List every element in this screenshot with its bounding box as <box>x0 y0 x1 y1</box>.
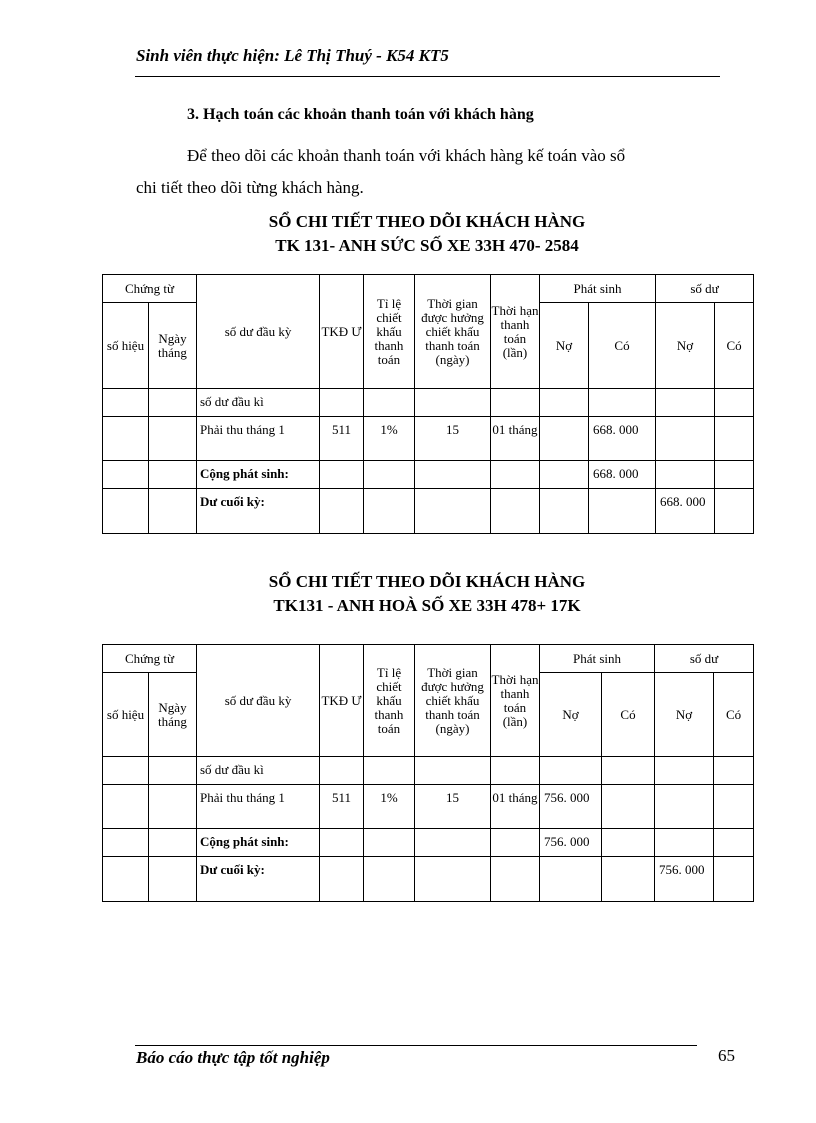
row-total-ps-co: 668. 000 <box>589 461 656 489</box>
row-total-ps-no: 756. 000 <box>540 829 602 857</box>
row-item-rate: 1% <box>364 417 415 461</box>
row-closing-sd-co <box>715 489 754 534</box>
row-item-ps-co <box>602 785 655 829</box>
col-ngay-thang: Ngày tháng <box>149 303 197 389</box>
col-sd-co: Có <box>714 673 754 757</box>
running-footer: Báo cáo thực tập tốt nghiệp <box>136 1048 330 1067</box>
table-row <box>103 829 754 857</box>
col-so-hieu: số hiệu <box>103 673 149 757</box>
running-header: Sinh viên thực hiện: Lê Thị Thuý - K54 KT5 <box>136 46 449 65</box>
ledger-1-title-line-1: SỔ CHI TIẾT THEO DÕI KHÁCH HÀNG <box>268 212 586 231</box>
col-tkdu: TKĐ Ư <box>320 645 364 757</box>
table-row <box>103 389 754 417</box>
col-so-du: số dư <box>656 275 754 303</box>
row-item-ps-co: 668. 000 <box>589 417 656 461</box>
row-item-tkdu: 511 <box>320 785 364 829</box>
col-so-du-dau-ky: số dư đầu kỳ <box>197 275 320 389</box>
ledger-1-title-line-2: TK 131- ANH SỨC SỐ XE 33H 470- 2584 <box>275 236 579 255</box>
col-ngay-thang: Ngày tháng <box>149 673 197 757</box>
col-chung-tu: Chứng từ <box>103 275 197 303</box>
row-closing-label: Dư cuối kỳ: <box>197 489 320 534</box>
col-ti-le: Tỉ lệ chiết khấu thanh toán <box>364 645 415 757</box>
row-opening-label: số dư đầu kì <box>197 757 320 785</box>
col-so-du-dau-ky: số dư đầu kỳ <box>197 645 320 757</box>
row-item-rate: 1% <box>364 785 415 829</box>
row-total-label: Cộng phát sinh: <box>197 461 320 489</box>
ledger-1-title <box>100 210 754 258</box>
col-ps-no: Nợ <box>540 303 589 389</box>
row-closing-sd-co <box>714 857 754 902</box>
row-item-days: 15 <box>415 417 491 461</box>
row-item-term: 01 tháng <box>491 785 540 829</box>
row-item-term: 01 tháng <box>491 417 540 461</box>
row-item-tkdu: 511 <box>320 417 364 461</box>
section-heading: 3. Hạch toán các khoản thanh toán với khách hàng <box>187 106 534 123</box>
row-item-label: Phải thu tháng 1 <box>197 417 320 461</box>
col-ps-no: Nợ <box>540 673 602 757</box>
col-thoi-han: Thời hạn thanh toán (lần) <box>491 275 540 389</box>
row-closing-sd-no: 668. 000 <box>656 489 715 534</box>
table-row <box>103 757 754 785</box>
col-sd-no: Nợ <box>656 303 715 389</box>
footer-rule <box>135 1045 697 1046</box>
row-closing-sd-no: 756. 000 <box>655 857 714 902</box>
col-chung-tu: Chứng từ <box>103 645 197 673</box>
table-row <box>103 461 754 489</box>
table-row <box>103 857 754 902</box>
row-item-days: 15 <box>415 785 491 829</box>
row-total-ps-co <box>602 829 655 857</box>
paragraph-line-2: chi tiết theo dõi từng khách hàng. <box>136 178 364 197</box>
col-thoi-gian: Thời gian được hưởng chiết khấu thanh toán (ngày) <box>415 275 491 389</box>
table-row <box>103 489 754 534</box>
col-so-hieu: số hiệu <box>103 303 149 389</box>
col-ti-le: Tỉ lệ chiết khấu thanh toán <box>364 275 415 389</box>
row-closing-label: Dư cuối kỳ: <box>197 857 320 902</box>
col-thoi-han: Thời hạn thanh toán (lần) <box>491 645 540 757</box>
page-number: 65 <box>718 1046 735 1065</box>
ledger-1-table <box>102 274 754 534</box>
ledger-2-title <box>100 570 754 618</box>
paragraph-line-1: Để theo dõi các khoản thanh toán với khách hàng kế toán vào sổ <box>187 146 626 165</box>
col-phat-sinh: Phát sinh <box>540 645 655 673</box>
ledger-2-table <box>102 644 754 902</box>
row-item-label: Phải thu tháng 1 <box>197 785 320 829</box>
col-phat-sinh: Phát sinh <box>540 275 656 303</box>
ledger-2-title-line-1: SỔ CHI TIẾT THEO DÕI KHÁCH HÀNG <box>268 572 586 591</box>
row-total-label: Cộng phát sinh: <box>197 829 320 857</box>
row-opening-label: số dư đầu kì <box>197 389 320 417</box>
row-item-ps-no: 756. 000 <box>540 785 602 829</box>
col-so-du: số dư <box>655 645 754 673</box>
col-ps-co: Có <box>602 673 655 757</box>
col-thoi-gian: Thời gian được hưởng chiết khấu thanh toán (ngày) <box>415 645 491 757</box>
col-sd-no: Nợ <box>655 673 714 757</box>
col-sd-co: Có <box>715 303 754 389</box>
row-item-ps-no <box>540 417 589 461</box>
table-row <box>103 417 754 461</box>
table-row <box>103 785 754 829</box>
header-rule <box>135 76 720 77</box>
ledger-2-title-line-2: TK131 - ANH HOÀ SỐ XE 33H 478+ 17K <box>273 596 581 615</box>
col-tkdu: TKĐ Ư <box>320 275 364 389</box>
col-ps-co: Có <box>589 303 656 389</box>
row-total-ps-no <box>540 461 589 489</box>
